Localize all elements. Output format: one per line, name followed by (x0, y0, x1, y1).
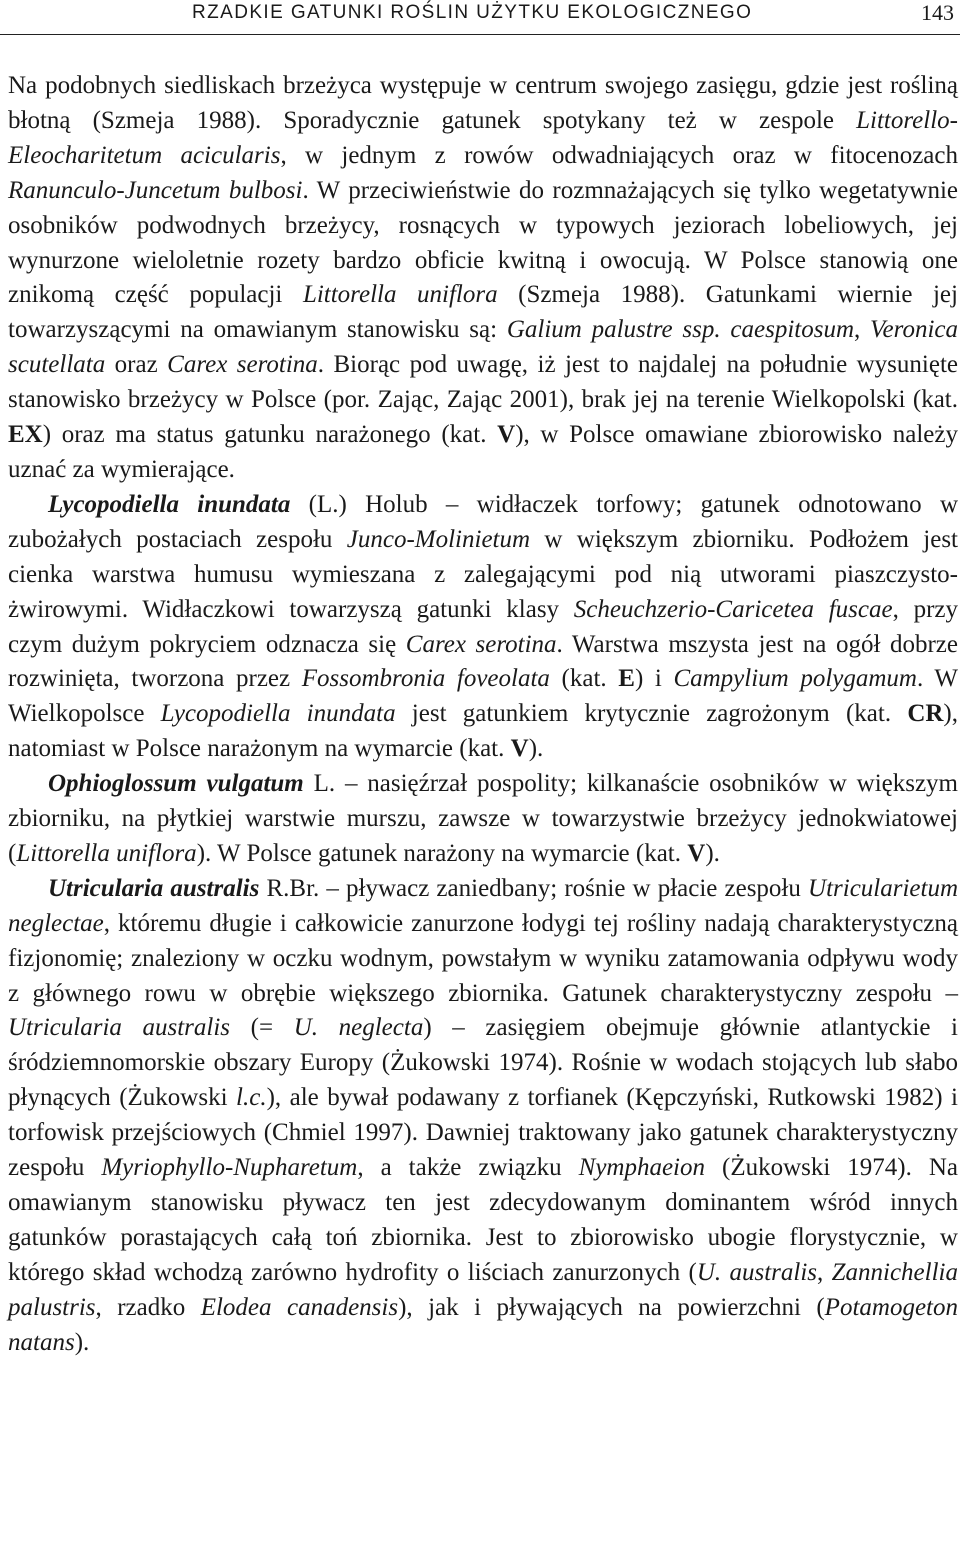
text-run: (Żukowski 1974). Na omawianym stanowisku pływacz ten jest zdecydowanym dominantem wśród innych gatunków porastających całą toń zbiornika. Jest to zbiorowisko ubogie florystycznie, w którego skład wchodzą zarówno hydrofity o liściach zanurzonych ( (8, 1154, 959, 1286)
species-heading: Lycopodiella inundata (48, 490, 291, 518)
italic-term: Zannichellia palustris (8, 1258, 958, 1321)
text-run: R.Br. – pływacz zaniedbany; rośnie w płacie zespołu (259, 874, 809, 902)
italic-term: Littorella uniflora (302, 281, 498, 309)
bold-term: E (618, 665, 635, 693)
paragraph-lycopodiella (8, 488, 958, 767)
text-run: ). W Polsce gatunek narażony na wymarcie (kat. (196, 839, 688, 867)
bold-term: V (510, 735, 529, 763)
italic-term: Littorella uniflora (16, 839, 197, 867)
text-run: , a także związku (357, 1154, 579, 1182)
text-run: (L.) Holub – widłaczek torfowy; gatunek odnotowano w zubożałych postaciach zespołu (8, 490, 958, 553)
text-run: L. – nasięźrzał pospolity; kilkanaście osobników w większym zbiorniku, na płytkiej warstwie murszu, zawsze w towarzystwie brzeżycy jednokwiatowej ( (8, 770, 959, 867)
paragraph-littorella (8, 69, 958, 488)
text-run: ), natomiast w Polsce narażonym na wymarcie (kat. (8, 700, 958, 763)
text-run: (= (230, 1014, 294, 1042)
text-run: ). (705, 839, 720, 867)
italic-term: Fossombronia foveolata (301, 665, 550, 693)
italic-term: Utricularietum neglectae (8, 874, 959, 937)
text-run: ) i (634, 665, 674, 693)
text-run: , przy czym dużym pokryciem odznacza się (8, 595, 958, 658)
paragraph-ophioglossum (8, 767, 958, 872)
text-run: (Szmeja 1988). Gatunkami wiernie jej towarzyszącymi na omawianym stanowisku są: (8, 281, 958, 344)
italic-term: l.c. (236, 1084, 267, 1112)
text-run: , (854, 316, 871, 344)
text-run: jest gatunkiem krytycznie zagrożonym (kat. (395, 700, 908, 728)
italic-term: U. neglecta (293, 1014, 424, 1042)
text-run: , rzadko (95, 1293, 201, 1321)
text-run: . Warstwa mszysta jest na ogół dobrze rozwinięta, tworzona przez (8, 630, 959, 693)
text-run: . W Wielkopolsce (8, 665, 959, 728)
species-heading: Ophioglossum vulgatum (48, 770, 304, 798)
italic-term: Scheuchzerio-Caricetea fuscae (573, 595, 893, 623)
paragraph-utricularia (8, 872, 958, 1361)
text-run: ). (74, 1328, 90, 1356)
italic-term: Carex serotina (167, 351, 318, 379)
running-header (0, 0, 960, 35)
bold-term: V (687, 839, 706, 867)
italic-term: Potamogeton natans (8, 1293, 958, 1356)
species-heading: Utricularia australis (48, 874, 260, 902)
body-text (8, 69, 958, 1361)
italic-term: Lycopodiella inundata (160, 700, 396, 728)
italic-term: Myriophyllo-Nupharetum (101, 1154, 358, 1182)
text-run: ) – zasięgiem obejmuje głównie atlantyckie i śródziemnomorskie obszary Europy (Żukowski 1974). Rośnie w wodach stojących lub słabo płynących (Żukowski (8, 1014, 959, 1112)
italic-term: Carex serotina (405, 630, 557, 658)
bold-term: EX (8, 421, 43, 449)
text-run: ), w Polsce omawiane zbiorowisko należy uznać za wymierające. (8, 421, 958, 483)
text-run: , któremu długie i całkowicie zanurzone łodygi tej rośliny nadają charakterystyczną fizjonomię; znaleziony w oczku wodnym, powstałym w wyniku zatamowania odpływu wody z głównego rowu w obrębie większego zbiornika. Gatunek charakterystyczny zespołu – (8, 909, 958, 1007)
italic-term: Littorello-Eleocharitetum acicularis (8, 106, 958, 169)
text-run: ), ale bywał podawany z torfianek (Kępczyński, Rutkowski 1982) i torfowisk przejściowych (Chmiel 1997). Dawniej traktowany jako gatunek charakterystyczny zespołu (8, 1084, 958, 1182)
italic-term: Galium palustre ssp. caespitosum (506, 316, 854, 344)
text-run: , (817, 1258, 832, 1286)
italic-term: Nymphaeion (578, 1154, 706, 1182)
text-run: ) oraz ma status gatunku narażonego (kat. (42, 421, 498, 449)
text-run: w większym zbiorniku. Podłożem jest cienka warstwa humusu wymieszana z zalegającymi pod nią utworami piaszczysto-żwirowymi. Widłaczkowi towarzyszą gatunki klasy (8, 525, 958, 623)
italic-term: Elodea canadensis (200, 1293, 399, 1321)
bold-term: CR (907, 700, 944, 728)
bold-term: V (497, 421, 516, 449)
text-run: ). (528, 735, 544, 763)
running-title: RZADKIE GATUNKI ROŚLIN UŻYTKU EKOLOGICZNEGO (192, 2, 753, 23)
text-run: . W przeciwieństwie do rozmnażających się tylko wegetatywnie osobników podwodnych brzeżycy, rosnących w typowych jeziorach lobeliowych, jej wynurzone wieloletnie rozety bardzo obficie kwitną i owocują. W Polsce stanowią one znikomą część populacji (8, 176, 958, 309)
italic-term: Utricularia australis (8, 1014, 231, 1042)
text-run: (kat. (549, 665, 619, 693)
text-run: oraz (105, 351, 168, 379)
text-run: Na podobnych siedliskach brzeżyca występuje w centrum swojego zasięgu, gdzie jest rośliną błotną (Szmeja 1988). Sporadycznie gatunek spotykany też w zespole (8, 72, 958, 134)
text-run: , w jednym z rowów odwadniających oraz w fitocenozach (280, 141, 958, 169)
italic-term: Veronica scutellata (8, 316, 958, 379)
page-number: 143 (921, 0, 954, 25)
italic-term: Junco-Molinietum (346, 525, 531, 553)
italic-term: U. australis (696, 1258, 817, 1286)
text-run: . Biorąc pod uwagę, iż jest to najdalej na południe wysunięte stanowisko brzeżycy w Polsce (por. Zając, Zając 2001), brak jej na terenie Wielkopolski (kat. (8, 351, 958, 414)
text-run: ), jak i pływających na powierzchni ( (398, 1293, 825, 1321)
italic-term: Campylium polygamum (673, 665, 917, 693)
italic-term: Ranunculo-Juncetum bulbosi (8, 176, 303, 204)
